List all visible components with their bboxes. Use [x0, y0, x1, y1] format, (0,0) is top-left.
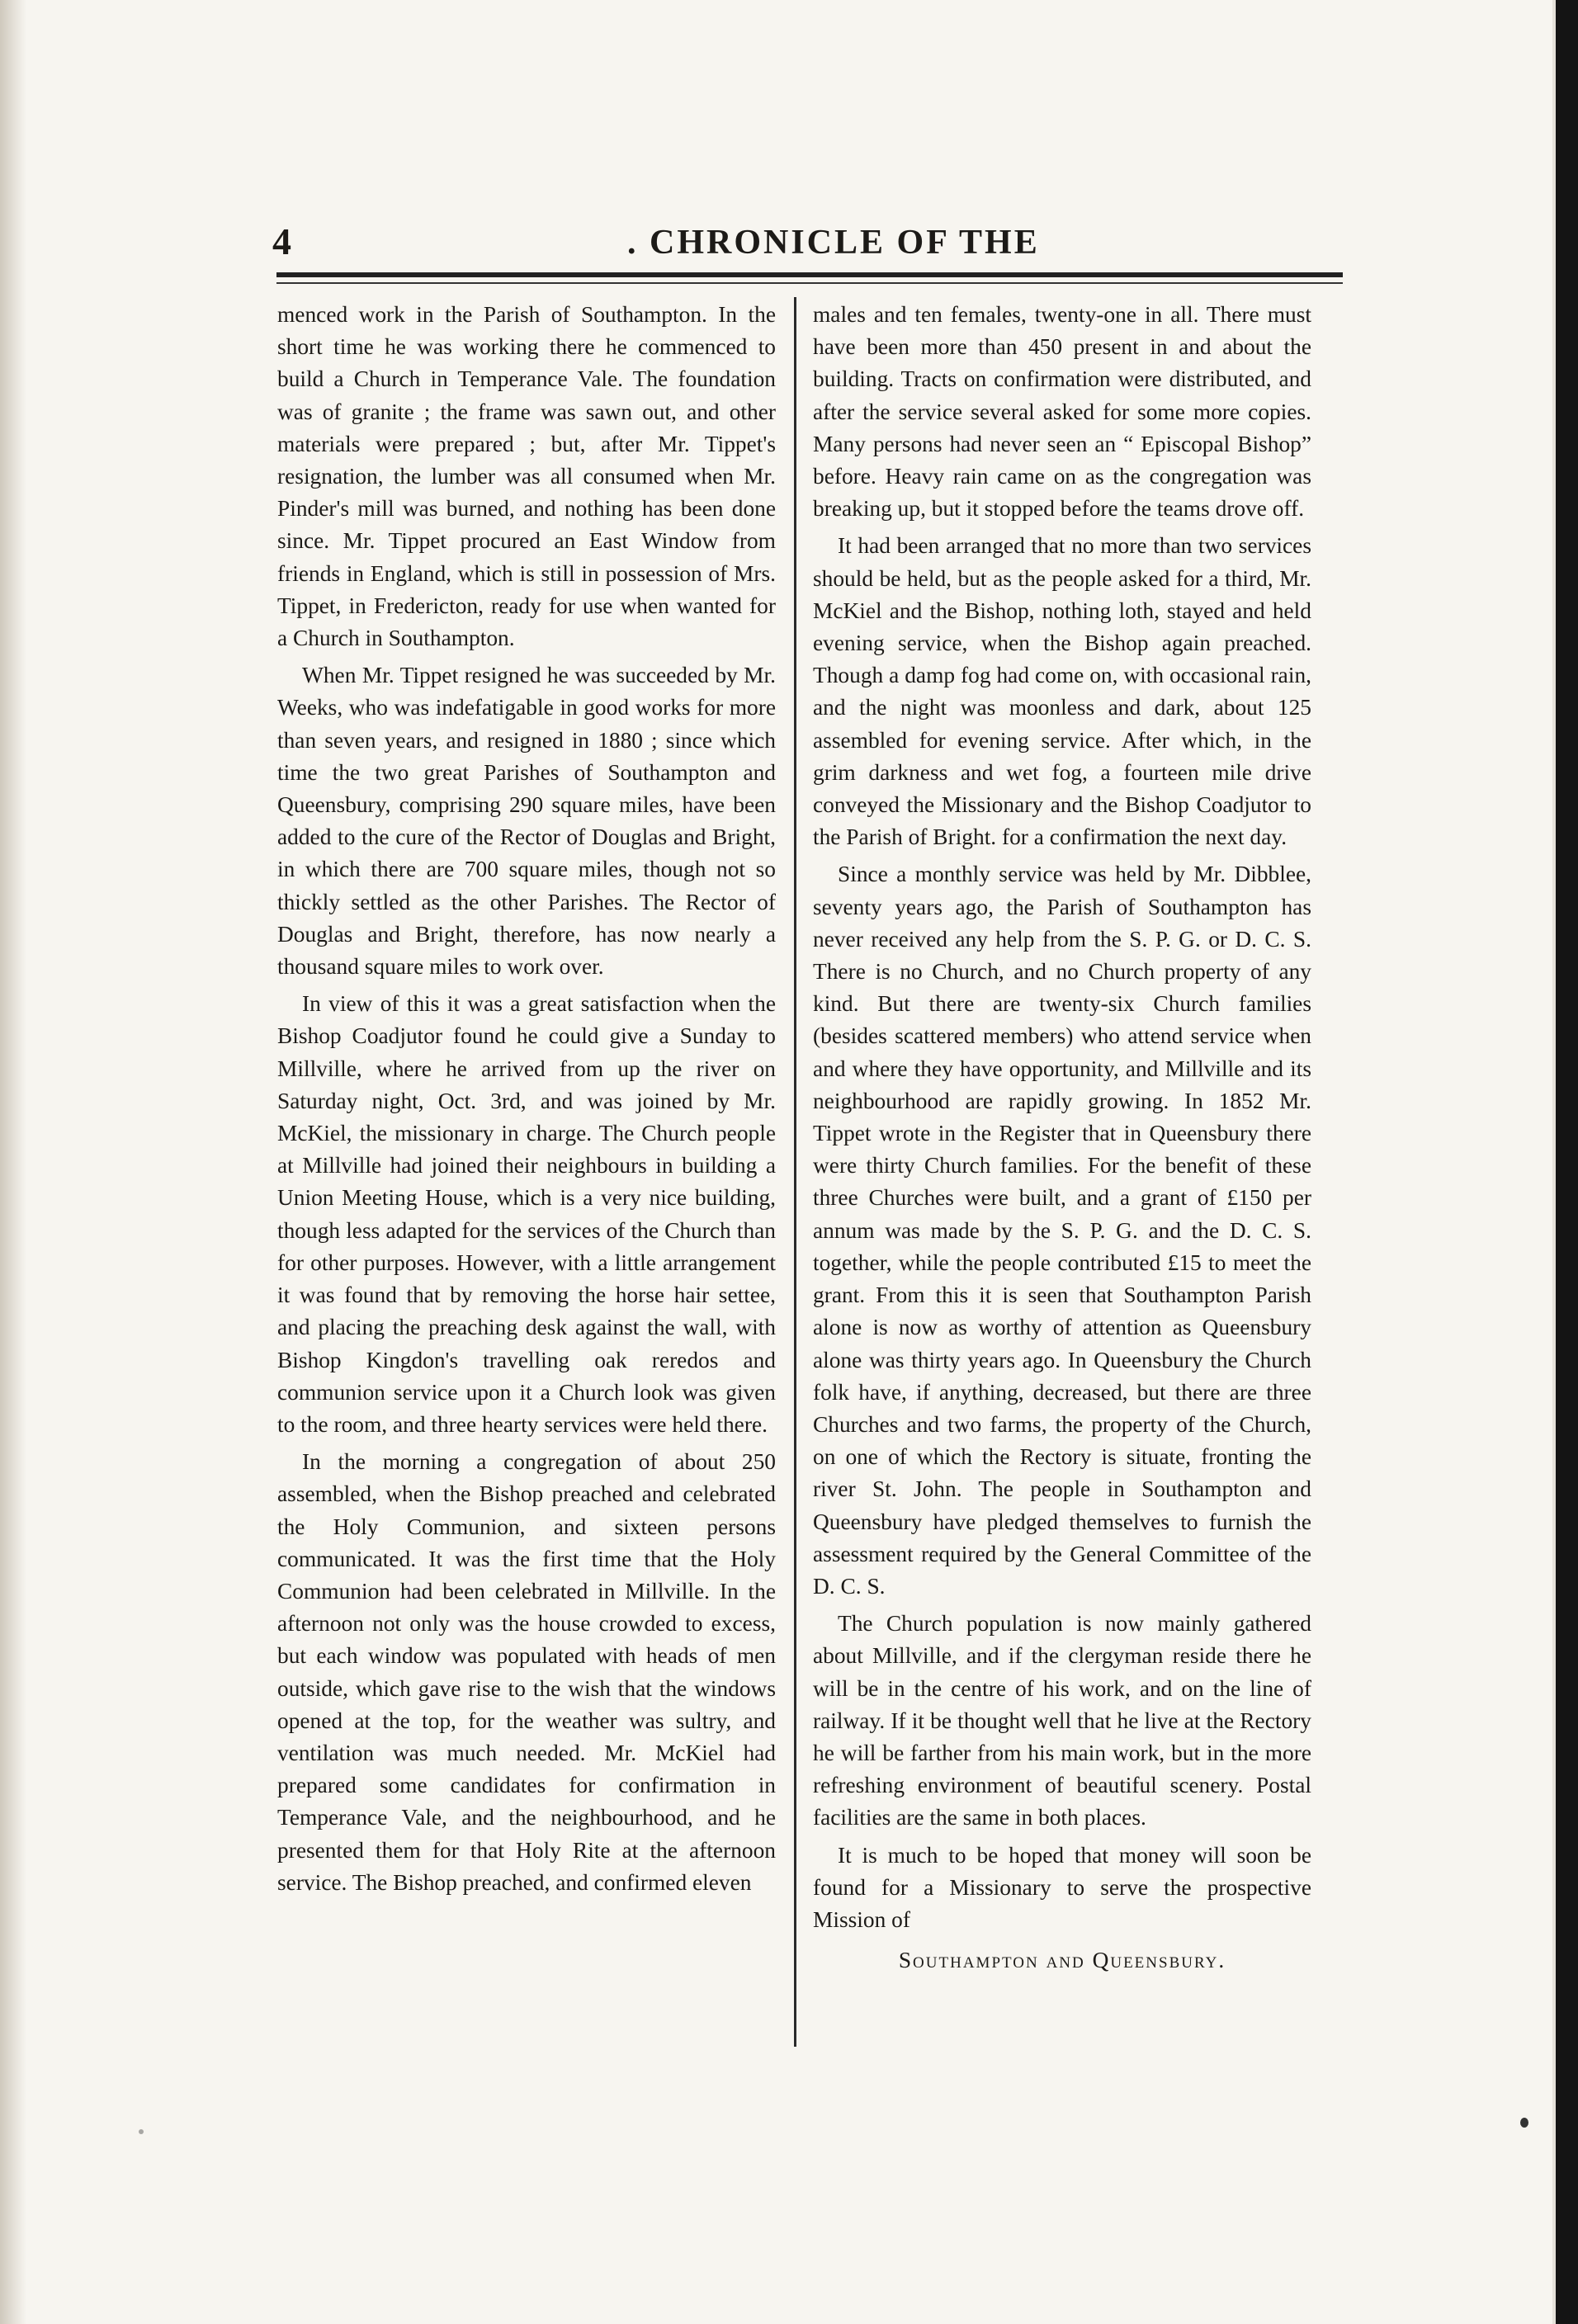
left-column [277, 299, 776, 1904]
paragraph: menced work in the Parish of Southampton. In the short time he was working there he commenced to build a Church in Temperance Vale. The foundation was of granite ; the frame was sawn out, and other materials were prepared ; but, after Mr. Tippet's resignation, the lumber was all consumed when Mr. Pinder's mill was burned, and nothing has been done since. Mr. Tippet procured an East Window from friends in England, which is still in possession of Mrs. Tippet, in Fredericton, ready for use when wanted for a Church in Southampton. [277, 302, 776, 651]
header-rule-thin [276, 282, 1343, 284]
page-header [272, 213, 1345, 279]
page-number: 4 [272, 220, 291, 262]
running-title: . CHRONICLE OF THE [627, 224, 1040, 262]
paragraph: It had been arranged that no more than two services should be held, but as the people asked for a third, Mr. McKiel and the Bishop, nothing loth, stayed and held evening service, when the Bishop again preached. Though a damp fog had come on, with occasional rain, and the night was moonless and dark, about 125 assembled for evening service. After which, in the grim darkness and wet fog, a fourteen mile drive conveyed the Missionary and the Bishop Coadjutor to the Parish of Bright. for a confirmation the next day. [813, 533, 1311, 850]
ink-speck [139, 2129, 144, 2134]
paragraph: The Church population is now mainly gathered about Millville, and if the clergyman reside there he will be in the centre of his work, and on the line of railway. If it be thought well that he live at the Rectory he will be farther from his main work, but in the more refreshing environment of beautiful scenery. Postal facilities are the same in both places. [813, 1611, 1311, 1830]
paragraph: In view of this it was a great satisfaction when the Bishop Coadjutor found he could give a Sunday to Millville, where he arrived from up the river on Saturday night, Oct. 3rd, and was joined by Mr. McKiel, the missionary in charge. The Church people at Millville had joined their neighbours in building a Union Meeting House, which is a very nice building, though less adapted for the services of the Church than for other purposes. However, with a little arrangement it was found that by removing the horse hair settee, and placing the preaching desk against the wall, with Bishop Kingdon's travelling oak reredos and communion service upon it a Church look was given to the room, and three hearty services were held there. [277, 991, 776, 1437]
paragraph: It is much to be hoped that money will soon be found for a Missionary to serve the prospective Mission of [813, 1842, 1311, 1932]
header-rule [276, 272, 1343, 277]
binding-edge [0, 0, 26, 2324]
right-column [813, 299, 1311, 2000]
column-divider [794, 297, 796, 2047]
paragraph: males and ten females, twenty-one in all. There must have been more than 450 present in and about the building. Tracts on confirmation were distributed, and after the service several asked for some more copies. Many persons had never seen an “ Episcopal Bishop” before. Heavy rain came on as the congregation was breaking up, but it stopped before the teams drove off. [813, 302, 1311, 522]
scan-right-border [1556, 0, 1578, 2324]
paragraph: When Mr. Tippet resigned he was succeeded by Mr. Weeks, who was indefatigable in good works for more than seven years, and resigned in 1880 ; since which time the two great Parishes of Southampton and Queensbury, comprising 290 square miles, have been added to the cure of the Rector of Douglas and Bright, in which there are 700 square miles, though not so thickly settled as the other Parishes. The Rector of Douglas and Bright, therefore, has now nearly a thousand square miles to work over. [277, 663, 776, 980]
signature: Southampton and Queensbury. [898, 1948, 1226, 1973]
paragraph: In the morning a congregation of about 250 assembled, when the Bishop preached and celebrated the Holy Communion, and sixteen persons communicated. It was the first time that the Holy Communion had been celebrated in Millville. In the afternoon not only was the house crowded to excess, but each window was populated with heads of men outside, which gave rise to the wish that the windows opened at the top, for the weather was sultry, and ventilation was much needed. Mr. McKiel had prepared some candidates for confirmation in Temperance Vale, and the neighbourhood, and he presented them for that Holy Rite at the afternoon service. The Bishop preached, and confirmed eleven [277, 1449, 776, 1895]
ink-speck [1520, 2118, 1528, 2128]
paragraph: Since a monthly service was held by Mr. Dibblee, seventy years ago, the Parish of Southampton has never received any help from the S. P. G. or D. C. S. There is no Church, and no Church property of any kind. But there are twenty-six Church families (besides scattered members) who attend service when and where they have opportunity, and Millville and its neighbourhood are rapidly growing. In 1852 Mr. Tippet wrote in the Register that in Queensbury there were thirty Church families. For the benefit of these three Churches were built, and a grant of £150 per annum was made by the S. P. G. and the D. C. S. together, while the people contributed £15 to meet the grant. From this it is seen that Southampton Parish alone is now as worthy of attention as Queensbury alone was thirty years ago. In Queensbury the Church folk have, if anything, decreased, but there are three Churches and two farms, the property of the Church, on one of which the Rectory is situate, fronting the river St. John. The people in Southampton and Queensbury have pledged themselves to furnish the assessment required by the General Committee of the D. C. S. [813, 862, 1311, 1599]
